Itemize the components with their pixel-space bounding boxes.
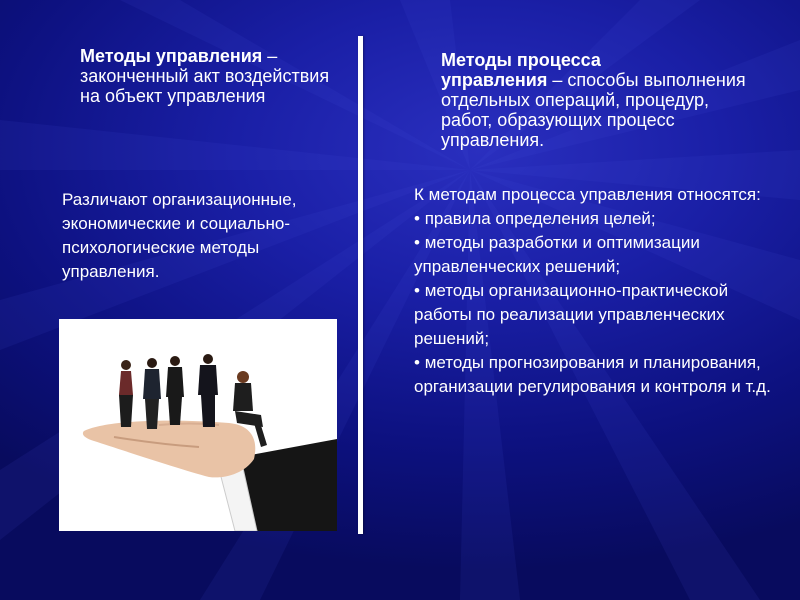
right-definition-text: – способы выполнения отдельных операций, процедур, работ, образующих процесс управления. — [441, 70, 746, 150]
left-definition — [80, 46, 350, 106]
process-methods-list-block — [414, 183, 774, 399]
right-definition — [441, 50, 761, 150]
left-definition-text: – законченный акт воздействия на объект управления — [80, 46, 330, 106]
vertical-divider — [358, 36, 363, 534]
list-item: • методы разработки и оптимизации управленческих решений; — [414, 231, 774, 279]
list-intro: К методам процесса управления относятся: — [414, 185, 761, 204]
right-definition-term-line2: управления — [441, 70, 548, 90]
list-item: • методы прогнозирования и планирования, организации регулирования и контроля и т.д. — [414, 351, 774, 399]
process-methods-list — [414, 207, 774, 399]
list-item: • правила определения целей; — [414, 207, 774, 231]
business-people-on-palm-image — [59, 319, 337, 531]
list-item: • методы организационно-практической работы по реализации управленческих решений; — [414, 279, 774, 351]
left-definition-term: Методы управления — [80, 46, 263, 66]
right-definition-term-line1: Методы процесса — [441, 50, 601, 70]
methods-types-text: Различают организационные, экономические и социально-психологические методы управления. — [62, 190, 297, 281]
